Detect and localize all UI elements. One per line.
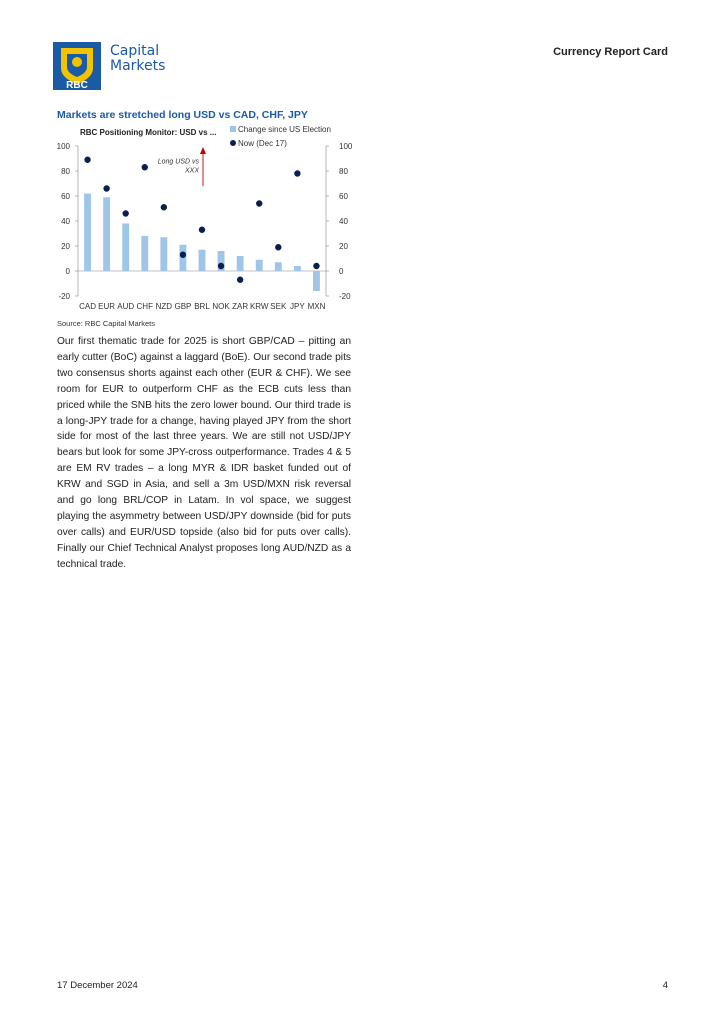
bar-change-since-election (199, 250, 206, 271)
x-tick-label: CHF (136, 302, 153, 311)
dot-now-dec17 (84, 157, 90, 163)
x-tick-label: SEK (270, 302, 287, 311)
chart-heading: Markets are stretched long USD vs CAD, CHF, JPY (57, 109, 308, 121)
bar-change-since-election (122, 224, 129, 272)
annotation-line-2: XXX (184, 167, 199, 175)
x-tick-label: GBP (174, 302, 192, 311)
rbc-logo (53, 42, 101, 90)
x-tick-label: MXN (307, 302, 326, 311)
brand-line-1: Capital (110, 43, 160, 59)
bar-change-since-election (84, 194, 91, 272)
annotation-arrowhead (200, 147, 206, 154)
bar-change-since-election (141, 236, 148, 271)
bar-change-since-election (275, 262, 282, 271)
chart-source: Source: RBC Capital Markets (57, 319, 155, 328)
bar-change-since-election (237, 256, 244, 271)
chart-annotation (158, 147, 206, 186)
y-tick-label-left: 20 (61, 242, 70, 251)
legend-swatch-dot (230, 140, 236, 146)
y-tick-label-left: 80 (61, 167, 70, 176)
x-tick-label: AUD (117, 302, 135, 311)
y-tick-label-right: 20 (339, 242, 348, 251)
dot-now-dec17 (122, 210, 128, 216)
bar-change-since-election (160, 237, 167, 271)
y-tick-label-left: 60 (61, 192, 70, 201)
y-tick-label-left: 40 (61, 217, 70, 226)
x-tick-label: EUR (98, 302, 116, 311)
y-tick-label-right: 0 (339, 267, 344, 276)
legend-swatch-bar (230, 126, 236, 132)
chart-legend (230, 125, 331, 148)
chart-title: RBC Positioning Monitor: USD vs ... (80, 128, 217, 137)
body-paragraph: Our first thematic trade for 2025 is short GBP/CAD – pitting an early cutter (BoC) against a laggard (BoE). Our second trade pits two consensus shorts against each other (EUR & CHF). We see room for EUR to outperform CHF as the ECB cuts less than priced while the SNB hits the zero lower bound. Our third trade is a long-JPY trade for a change, having played JPY from the short side for most of the last three years. We are still not USD/JPY bears but look for some JPY-cross outperformance. Trades 4 & 5 are EM RV trades – a long MYR & IDR basket funded out of KRW and SGD in Asia, and sell a 3m USD/MXN risk reversal and go long BRL/COP in Latam. In vol space, we suggest playing the asymmetry between USD/JPY downside (bid for puts over calls) and EUR/USD topside (also bid for puts over calls). Finally our Chief Technical Analyst proposes long AUD/NZD as a technical trade. (57, 336, 351, 570)
y-tick-label-right: 60 (339, 192, 348, 201)
bar-change-since-election (103, 197, 110, 271)
dot-now-dec17 (142, 164, 148, 170)
page-number: 4 (662, 980, 668, 991)
logo-text: RBC (66, 80, 88, 90)
dot-now-dec17 (199, 227, 205, 233)
x-tick-label: BRL (194, 302, 210, 311)
y-tick-label-right: 40 (339, 217, 348, 226)
dot-now-dec17 (103, 185, 109, 191)
x-tick-label: KRW (249, 302, 269, 311)
brand-line-2: Markets (110, 58, 166, 74)
report-title: Currency Report Card (553, 46, 668, 58)
dot-now-dec17 (237, 277, 243, 283)
positioning-chart (50, 122, 370, 317)
legend-label-dot: Now (Dec 17) (238, 139, 287, 148)
bar-change-since-election (256, 260, 263, 271)
dot-now-dec17 (275, 244, 281, 250)
dot-now-dec17 (313, 263, 319, 269)
x-tick-label: NOK (212, 302, 230, 311)
y-tick-label-left: 0 (65, 267, 70, 276)
y-tick-label-right: 100 (339, 142, 353, 151)
y-tick-label-right: 80 (339, 167, 348, 176)
dot-now-dec17 (180, 252, 186, 258)
bar-change-since-election (313, 271, 320, 291)
x-tick-label: JPY (290, 302, 305, 311)
dot-now-dec17 (161, 204, 167, 210)
dot-now-dec17 (294, 170, 300, 176)
footer-date: 17 December 2024 (57, 980, 138, 991)
y-tick-label-left: 100 (56, 142, 70, 151)
dot-now-dec17 (256, 200, 262, 206)
y-tick-label-right: -20 (339, 292, 351, 301)
x-tick-label: ZAR (232, 302, 249, 311)
annotation-line-1: Long USD vs (157, 158, 199, 166)
bar-change-since-election (294, 266, 301, 271)
x-tick-label: CAD (79, 302, 96, 311)
y-tick-label-left: -20 (58, 292, 70, 301)
legend-label-bar: Change since US Election (238, 125, 331, 134)
dot-now-dec17 (218, 263, 224, 269)
x-tick-label: NZD (155, 302, 173, 311)
brand-name (110, 44, 165, 74)
